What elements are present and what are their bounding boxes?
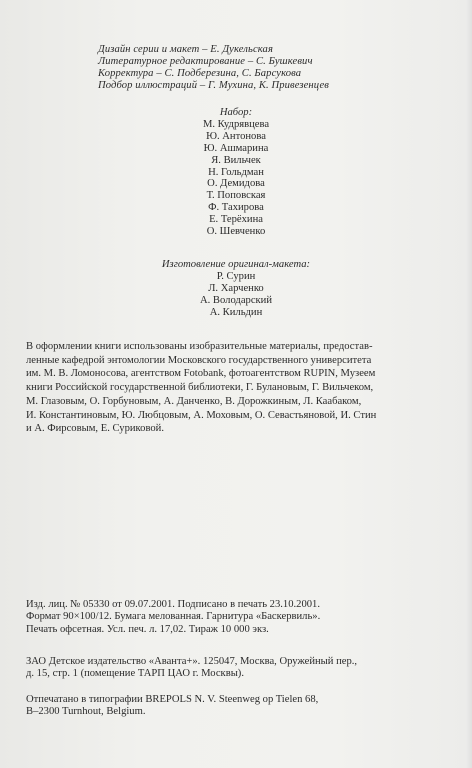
credit-proofreading: Корректура – С. Подберезина, С. Барсукова — [98, 68, 302, 79]
illustration-acknowledgement — [26, 340, 446, 436]
typesetter-name: О. Шевченко — [206, 226, 266, 238]
acknowledgement-line: В оформлении книги использованы изобразительные материалы, предостав- — [26, 341, 373, 352]
typesetter-name: М. Кудрявцева — [202, 118, 270, 130]
typesetter-name: О. Демидова — [207, 178, 265, 190]
typesetting-credits — [0, 107, 472, 238]
acknowledgement-line: книги Российской государственной библиотеки, Г. Булановым, Г. Вильчеком, — [26, 382, 374, 394]
printer-details — [26, 694, 426, 719]
publishing-details — [26, 599, 426, 636]
typesetting-heading: Набор: — [219, 107, 253, 118]
publisher-address — [26, 656, 426, 681]
typesetter-name: Ф. Тахирова — [208, 202, 264, 214]
typesetter-name: Ю. Антонова — [206, 130, 266, 142]
layout-producer-name: Р. Сурин — [216, 270, 256, 282]
layout-producer-name: А. Кильдин — [209, 306, 263, 318]
layout-producer-name: А. Володарский — [199, 294, 273, 306]
acknowledgement-line: И. Константиновым, Ю. Любцовым, А. Моховым, О. Севастьяновой, И. Стин — [26, 409, 377, 421]
typesetter-name: Я. Вильчек — [211, 154, 261, 166]
page-edge-shadow — [466, 0, 472, 768]
layout-production-heading: Изготовление оригинал-макета: — [161, 259, 311, 270]
imprint-line: д. 15, стр. 1 (помещение ТАРП ЦАО г. Москвы). — [26, 668, 244, 680]
layout-producer-name: Л. Харченко — [208, 282, 264, 294]
credit-editing: Литературное редактирование – С. Бушкевич — [98, 56, 313, 67]
typesetter-name: Е. Терёхина — [209, 214, 263, 226]
typesetter-name: Т. Поповская — [206, 190, 266, 202]
imprint-line: Изд. лиц. № 05330 от 09.07.2001. Подписано в печать 23.10.2001. — [26, 599, 321, 610]
imprint-line: Формат 90×100/12. Бумага мелованная. Гарнитура «Баскервиль». — [26, 611, 321, 623]
credit-illustrations: Подбор иллюстраций – Г. Мухина, К. Привезенцев — [98, 80, 329, 91]
acknowledgement-line: им. М. В. Ломоносова, агентством Fotobank, фотоагентством RUPIN, Музеем — [26, 368, 376, 380]
imprint-line: Отпечатано в типографии BREPOLS N. V. Steenweg op Tielen 68, — [26, 694, 319, 705]
imprint-line: Печать офсетная. Усл. печ. л. 17,02. Тираж 10 000 экз. — [26, 623, 269, 635]
acknowledgement-line: и А. Фирсовым, Е. Суриковой. — [26, 423, 165, 435]
typesetter-name: Н. Гольдман — [208, 166, 264, 178]
credits-block — [98, 44, 398, 92]
typesetter-name: Ю. Ашмарина — [203, 142, 269, 154]
acknowledgement-line: М. Глазовым, О. Горбуновым, А. Данченко, В. Дорожкиным, Л. Каабаком, — [26, 395, 362, 407]
imprint-line: B–2300 Turnhout, Belgium. — [26, 706, 146, 718]
acknowledgement-line: ленные кафедрой энтомологии Московского государственного университета — [26, 354, 372, 366]
imprint-line: ЗАО Детское издательство «Аванта+». 125047, Москва, Оружейный пер., — [26, 656, 358, 667]
credit-design: Дизайн серии и макет – Е. Дукельская — [98, 44, 273, 55]
layout-production-credits — [0, 259, 472, 319]
